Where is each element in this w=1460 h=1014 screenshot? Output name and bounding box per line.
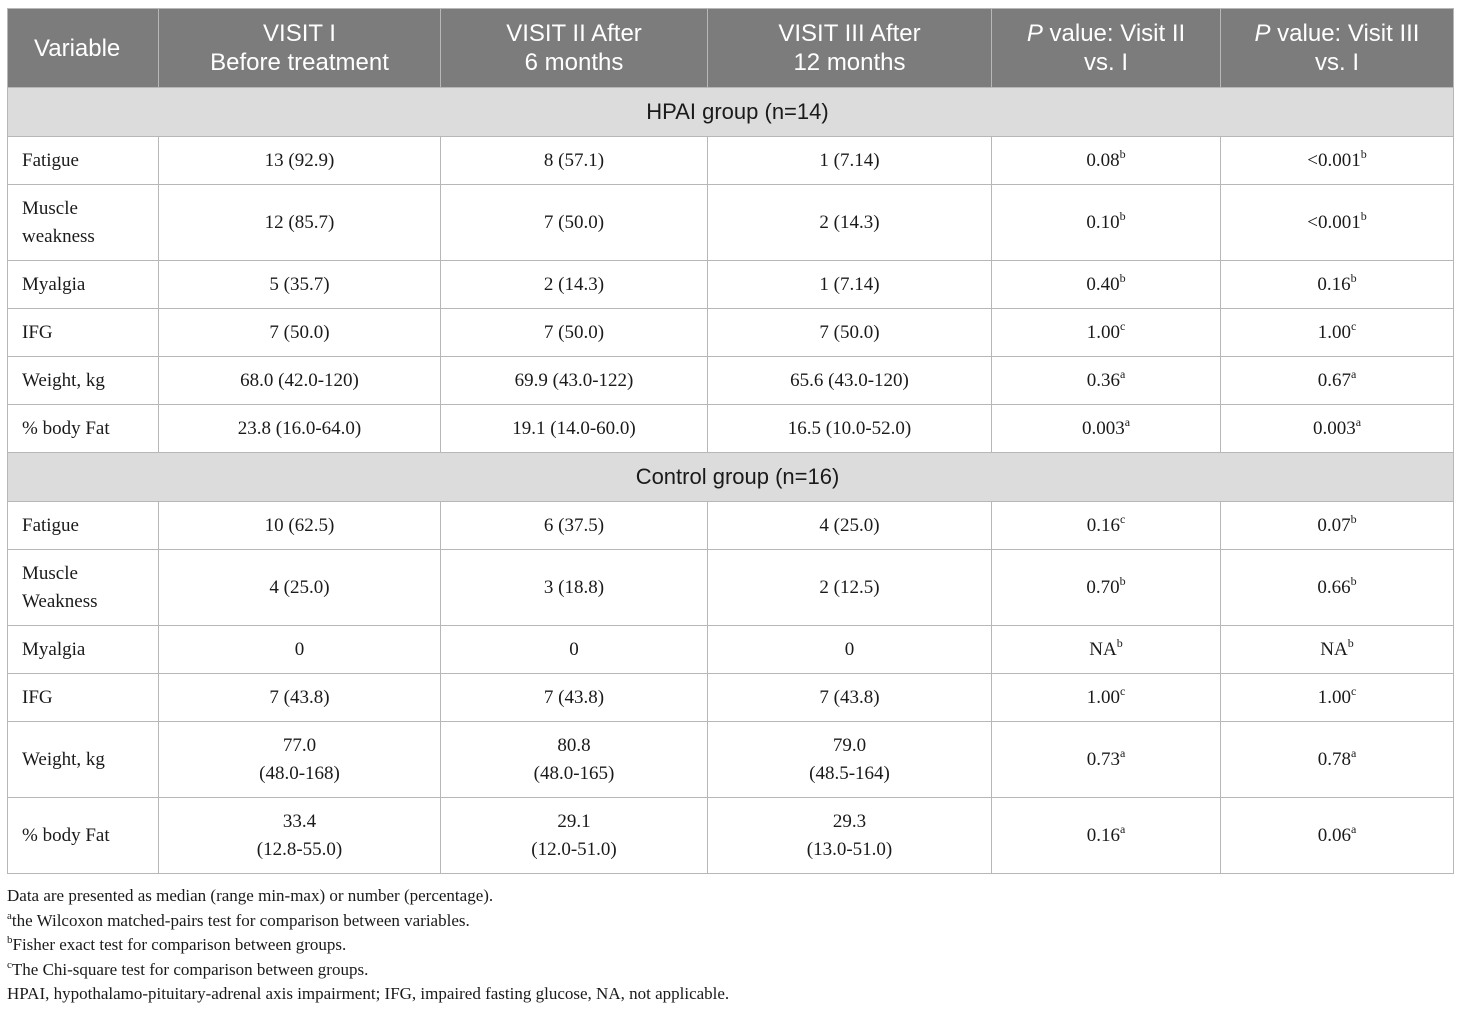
p3-value: 0.67: [1317, 369, 1351, 391]
header-p2-line-2: vs. I: [1083, 49, 1128, 76]
table-row: [8, 405, 1454, 453]
p2-value: 1.00: [1086, 321, 1120, 343]
footnote-abbreviations: HPAI, hypothalamo-pituitary-adrenal axis impairment; IFG, impaired fasting glucose, NA, not applicable.: [7, 984, 730, 1003]
group-title: HPAI group (n=14): [8, 88, 1454, 137]
visit-1-cell: [159, 137, 441, 185]
visit-1-value-line-2: (48.0-168): [259, 762, 340, 784]
visit-3-cell: [708, 502, 992, 550]
p3-superscript: b: [1347, 635, 1354, 650]
row-label-text: Fatigue: [22, 149, 79, 171]
visit-3-cell: [708, 798, 992, 874]
row-label-text: Weight, kg: [22, 748, 105, 770]
visit-3-cell: [708, 722, 992, 798]
visit-2-value: 8 (57.1): [543, 149, 605, 171]
visit-3-value: 1 (7.14): [819, 149, 880, 171]
table-row: [8, 309, 1454, 357]
visit-2-cell: [441, 722, 708, 798]
header-variable-text: Variable: [34, 34, 121, 62]
visit-2-cell: [441, 798, 708, 874]
visit-3-value: 0: [844, 638, 855, 660]
footnote-a-text: the Wilcoxon matched-pairs test for comparison between variables.: [11, 910, 470, 930]
visit-2-value-line-2: (12.0-51.0): [531, 838, 617, 860]
visit-3-value: 7 (50.0): [819, 321, 880, 343]
table-row: [8, 357, 1454, 405]
visit-1-value: 7 (43.8): [269, 686, 330, 708]
visit-2-value: 7 (43.8): [543, 686, 605, 708]
p2-value-cell: [992, 626, 1221, 674]
p2-value-cell: [992, 722, 1221, 798]
visit-3-cell: [708, 357, 992, 405]
footnote-a-mark: a: [7, 909, 12, 922]
row-label-text: % body Fat: [22, 417, 110, 439]
visit-1-cell: [159, 405, 441, 453]
p3-superscript: a: [1355, 414, 1362, 429]
table-body: [8, 88, 1454, 874]
row-label: [8, 405, 159, 453]
header-visit-2: [441, 9, 708, 88]
p3-value: <0.001: [1307, 211, 1361, 233]
row-label-line-2: Weakness: [22, 590, 98, 612]
p3-superscript: b: [1350, 270, 1357, 285]
p2-value: 0.16: [1086, 824, 1120, 846]
p2-value-cell: [992, 502, 1221, 550]
row-label: [8, 722, 159, 798]
p2-value: NA: [1089, 638, 1117, 660]
visit-3-cell: [708, 261, 992, 309]
visit-3-value-line-2: (48.5-164): [809, 762, 890, 784]
row-label-text: IFG: [22, 686, 53, 708]
p2-value: 0.10: [1086, 211, 1120, 233]
p3-value-cell: [1221, 626, 1454, 674]
table-footnotes: [7, 884, 729, 1007]
row-label: [8, 550, 159, 626]
visit-1-cell: [159, 261, 441, 309]
row-label-line-2: weakness: [22, 225, 95, 247]
row-label-line-1: Muscle: [22, 562, 78, 584]
header-variable: [8, 9, 159, 88]
header-visit-1: [159, 9, 441, 88]
header-visit-3-line-2: 12 months: [793, 49, 906, 76]
p3-value-cell: [1221, 137, 1454, 185]
table-row: [8, 722, 1454, 798]
row-label: [8, 185, 159, 261]
p3-value: 1.00: [1317, 686, 1351, 708]
visit-3-cell: [708, 309, 992, 357]
p2-value: 0.36: [1086, 369, 1120, 391]
visit-2-cell: [441, 309, 708, 357]
p2-superscript: b: [1116, 635, 1123, 650]
row-label: [8, 357, 159, 405]
header-visit-3-line-1: VISIT III After: [778, 20, 921, 47]
header-p2-line-1: value: Visit II: [1042, 20, 1186, 47]
p2-superscript: c: [1119, 683, 1126, 698]
row-label: [8, 261, 159, 309]
p2-value-cell: [992, 309, 1221, 357]
footnote-data-presentation: Data are presented as median (range min-max) or number (percentage).: [7, 886, 494, 905]
header-p3-line-2: vs. I: [1314, 49, 1359, 76]
p2-superscript: a: [1119, 821, 1126, 836]
header-row: [8, 9, 1454, 88]
p3-value-cell: [1221, 674, 1454, 722]
p3-value: 0.003: [1312, 417, 1356, 439]
group-header-row: [8, 88, 1454, 137]
visit-1-value: 13 (92.9): [264, 149, 335, 171]
visit-1-value: 12 (85.7): [264, 211, 335, 233]
header-visit-3: [708, 9, 992, 88]
p3-value: 0.66: [1317, 576, 1351, 598]
visit-2-cell: [441, 261, 708, 309]
header-p-value-visit-3: [1221, 9, 1454, 88]
visit-3-cell: [708, 626, 992, 674]
p2-value-cell: [992, 185, 1221, 261]
visit-2-value: 7 (50.0): [543, 211, 605, 233]
header-visit-2-line-2: 6 months: [524, 49, 624, 76]
visit-2-value: 2 (14.3): [543, 273, 605, 295]
p3-value-cell: [1221, 357, 1454, 405]
visit-1-value: 7 (50.0): [269, 321, 330, 343]
p2-value-cell: [992, 357, 1221, 405]
p3-value: NA: [1320, 638, 1348, 660]
visit-2-cell: [441, 357, 708, 405]
visit-1-value-line-2: (12.8-55.0): [256, 838, 343, 860]
row-label-text: Weight, kg: [22, 369, 105, 391]
p3-superscript: a: [1350, 745, 1357, 760]
visit-2-cell: [441, 185, 708, 261]
visit-2-value: 0: [569, 638, 579, 660]
table-row: [8, 550, 1454, 626]
p2-superscript: b: [1119, 146, 1126, 161]
visit-3-cell: [708, 405, 992, 453]
p2-value: 0.16: [1086, 514, 1120, 536]
p2-superscript: c: [1119, 318, 1126, 333]
p3-superscript: b: [1350, 573, 1357, 588]
p3-value-cell: [1221, 309, 1454, 357]
footnote-b: [7, 933, 729, 958]
row-label: [8, 309, 159, 357]
visit-1-value: 68.0 (42.0-120): [240, 369, 359, 391]
row-label: [8, 798, 159, 874]
visit-1-value: 23.8 (16.0-64.0): [237, 417, 362, 439]
footnote-c: [7, 958, 729, 983]
visit-2-cell: [441, 550, 708, 626]
visit-3-value: 7 (43.8): [819, 686, 880, 708]
p3-value-cell: [1221, 550, 1454, 626]
visit-2-cell: [441, 405, 708, 453]
visit-1-value: 4 (25.0): [269, 576, 330, 598]
visit-2-value: 6 (37.5): [543, 514, 605, 536]
table-row: [8, 137, 1454, 185]
p2-superscript: a: [1119, 366, 1126, 381]
p3-value-cell: [1221, 261, 1454, 309]
visit-3-value-line-2: (13.0-51.0): [806, 838, 893, 860]
p3-value-cell: [1221, 798, 1454, 874]
header-p-italic: P: [1254, 20, 1271, 47]
visit-2-value: 3 (18.8): [543, 576, 605, 598]
row-label: [8, 626, 159, 674]
row-label: [8, 502, 159, 550]
p3-superscript: a: [1350, 366, 1357, 381]
visit-3-value: 16.5 (10.0-52.0): [787, 417, 912, 439]
p2-value-cell: [992, 798, 1221, 874]
p2-value: 0.40: [1086, 273, 1120, 295]
visit-1-value: 10 (62.5): [264, 514, 335, 536]
p3-value: 0.16: [1317, 273, 1351, 295]
p2-superscript: a: [1124, 414, 1131, 429]
visit-2-cell: [441, 137, 708, 185]
header-p3-line-1: value: Visit III: [1270, 20, 1420, 47]
results-table-container: [7, 8, 1453, 874]
header-visit-2-line-1: VISIT II After: [506, 20, 642, 47]
visit-2-value-line-1: 80.8: [557, 734, 591, 756]
p2-superscript: a: [1119, 745, 1126, 760]
p3-value: 0.78: [1317, 748, 1351, 770]
visit-1-value-line-1: 33.4: [282, 810, 317, 832]
p3-value: 1.00: [1317, 321, 1351, 343]
table-row: [8, 185, 1454, 261]
visit-3-value: 2 (14.3): [819, 211, 880, 233]
p2-value-cell: [992, 261, 1221, 309]
header-visit-1-line-2: Before treatment: [210, 49, 389, 76]
p2-value: 0.70: [1086, 576, 1120, 598]
row-label-text: Fatigue: [22, 514, 79, 536]
p3-value-cell: [1221, 502, 1454, 550]
footnote-b-mark: b: [7, 934, 13, 946]
footnote-a: [7, 909, 729, 934]
visit-2-value: 19.1 (14.0-60.0): [512, 417, 636, 439]
visit-3-cell: [708, 185, 992, 261]
visit-2-value-line-1: 29.1: [557, 810, 591, 832]
visit-3-value: 65.6 (43.0-120): [790, 369, 909, 391]
p2-value-cell: [992, 674, 1221, 722]
footnote-c-text: The Chi-square test for comparison between groups.: [11, 959, 369, 979]
p2-superscript: c: [1119, 511, 1126, 526]
p3-superscript: c: [1350, 318, 1357, 333]
p3-superscript: b: [1360, 146, 1367, 161]
p3-superscript: b: [1350, 511, 1357, 526]
p2-value-cell: [992, 137, 1221, 185]
p2-superscript: b: [1119, 270, 1126, 285]
p2-value: 0.003: [1081, 417, 1125, 439]
table-row: [8, 626, 1454, 674]
p2-value-cell: [992, 550, 1221, 626]
p2-value: 0.73: [1086, 748, 1120, 770]
footnote-c-mark: c: [7, 958, 12, 971]
visit-1-cell: [159, 798, 441, 874]
p3-value: 0.07: [1317, 514, 1351, 536]
visit-1-cell: [159, 626, 441, 674]
p3-superscript: a: [1350, 821, 1357, 836]
table-row: [8, 798, 1454, 874]
row-label: [8, 137, 159, 185]
footnote-b-text: Fisher exact test for comparison between groups.: [12, 935, 347, 954]
table-header: [8, 9, 1454, 88]
header-p-italic: P: [1026, 20, 1043, 47]
p2-superscript: b: [1119, 208, 1126, 223]
p3-superscript: b: [1360, 208, 1367, 223]
visit-3-cell: [708, 674, 992, 722]
table-row: [8, 502, 1454, 550]
header-visit-1-line-1: VISIT I: [263, 20, 336, 47]
row-label-line-1: Muscle: [22, 197, 78, 219]
group-title: Control group (n=16): [8, 453, 1454, 502]
visit-2-value: 7 (50.0): [543, 321, 605, 343]
row-label-text: Myalgia: [22, 273, 86, 295]
visit-1-cell: [159, 550, 441, 626]
visit-2-cell: [441, 626, 708, 674]
row-label: [8, 674, 159, 722]
visit-1-cell: [159, 674, 441, 722]
p3-superscript: c: [1350, 683, 1357, 698]
visit-1-cell: [159, 722, 441, 798]
row-label-text: % body Fat: [22, 824, 110, 846]
visit-3-value: 4 (25.0): [819, 514, 880, 536]
visit-1-value: 5 (35.7): [269, 273, 330, 295]
p3-value-cell: [1221, 185, 1454, 261]
visit-1-cell: [159, 309, 441, 357]
table-row: [8, 674, 1454, 722]
results-table: [7, 8, 1454, 874]
visit-3-value-line-1: 79.0: [832, 734, 867, 756]
row-label-text: Myalgia: [22, 638, 86, 660]
p2-value-cell: [992, 405, 1221, 453]
p3-value: 0.06: [1317, 824, 1351, 846]
visit-2-cell: [441, 502, 708, 550]
group-header-row: [8, 453, 1454, 502]
visit-3-value-line-1: 29.3: [832, 810, 867, 832]
p3-value-cell: [1221, 405, 1454, 453]
visit-1-cell: [159, 502, 441, 550]
visit-1-value-line-1: 77.0: [282, 734, 317, 756]
visit-1-value: 0: [294, 638, 305, 660]
visit-2-value-line-2: (48.0-165): [533, 762, 615, 784]
p2-value: 1.00: [1086, 686, 1120, 708]
visit-1-cell: [159, 357, 441, 405]
p2-superscript: b: [1119, 573, 1126, 588]
row-label-text: IFG: [22, 321, 53, 343]
visit-3-value: 2 (12.5): [819, 576, 880, 598]
header-p-value-visit-2: [992, 9, 1221, 88]
p3-value: <0.001: [1307, 149, 1361, 171]
table-row: [8, 261, 1454, 309]
p2-value: 0.08: [1086, 149, 1120, 171]
p3-value-cell: [1221, 722, 1454, 798]
visit-3-value: 1 (7.14): [819, 273, 880, 295]
visit-3-cell: [708, 550, 992, 626]
visit-3-cell: [708, 137, 992, 185]
visit-2-cell: [441, 674, 708, 722]
visit-2-value: 69.9 (43.0-122): [514, 369, 634, 391]
visit-1-cell: [159, 185, 441, 261]
